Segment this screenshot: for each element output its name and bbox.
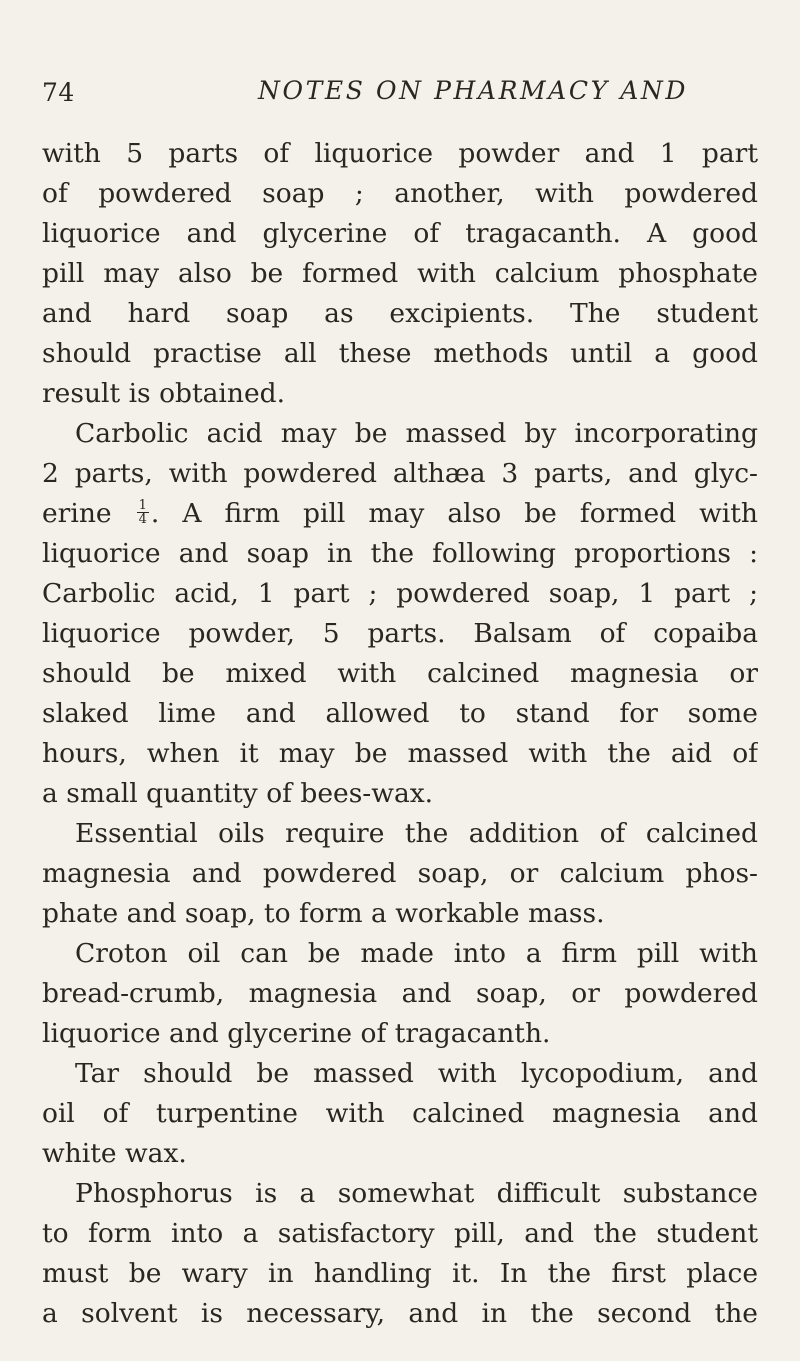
text-line: a small quantity of bees-wax. xyxy=(42,778,434,809)
text-segment: . A firm pill may also be formed with xyxy=(150,498,758,529)
text-line: Carbolic acid may be massed by incorporating xyxy=(75,418,758,449)
text-line: bread-crumb, magnesia and soap, or powdered xyxy=(42,978,758,1009)
text-line: liquorice and soap in the following proportions : xyxy=(42,538,758,569)
fraction-numerator: 1 xyxy=(138,497,147,513)
fraction-one-quarter xyxy=(137,499,149,526)
text-line-with-fraction xyxy=(42,494,758,534)
body-text xyxy=(42,134,758,1334)
text-line: hours, when it may be massed with the aid of xyxy=(42,738,758,769)
text-line: phate and soap, to form a workable mass. xyxy=(42,898,605,929)
text-line: 2 parts, with powdered althæa 3 parts, and glyc- xyxy=(42,458,758,489)
text-line: and hard soap as excipients. The student xyxy=(42,298,758,329)
text-line: liquorice and glycerine of tragacanth. A good xyxy=(42,218,758,249)
text-line: Phosphorus is a somewhat difficult substance xyxy=(75,1178,758,1209)
text-line: of powdered soap ; another, with powdered xyxy=(42,178,758,209)
running-title: NOTES ON PHARMACY AND xyxy=(258,76,688,105)
running-head xyxy=(42,72,758,112)
text-line: white wax. xyxy=(42,1138,187,1169)
text-line: magnesia and powdered soap, or calcium phos- xyxy=(42,858,758,889)
text-line: oil of turpentine with calcined magnesia and xyxy=(42,1098,758,1129)
text-line: to form into a satisfactory pill, and the student xyxy=(42,1218,758,1249)
text-line: Tar should be massed with lycopodium, and xyxy=(75,1058,758,1089)
text-line: liquorice powder, 5 parts. Balsam of copaiba xyxy=(42,618,758,649)
text-line: result is obtained. xyxy=(42,378,286,409)
text-line: pill may also be formed with calcium phosphate xyxy=(42,258,758,289)
fraction-denominator: 4 xyxy=(138,511,147,527)
text-segment: erine xyxy=(42,498,135,529)
text-line: liquorice and glycerine of tragacanth. xyxy=(42,1018,551,1049)
text-line: should practise all these methods until a good xyxy=(42,338,758,369)
text-line: must be wary in handling it. In the first place xyxy=(42,1258,758,1289)
page-number: 74 xyxy=(42,78,75,107)
text-line: a solvent is necessary, and in the second the xyxy=(42,1298,758,1329)
text-line: Croton oil can be made into a firm pill with xyxy=(75,938,758,969)
text-line: should be mixed with calcined magnesia or xyxy=(42,658,758,689)
text-line: slaked lime and allowed to stand for some xyxy=(42,698,758,729)
text-line: Carbolic acid, 1 part ; powdered soap, 1 part ; xyxy=(42,578,758,609)
text-line: Essential oils require the addition of calcined xyxy=(75,818,758,849)
text-line: with 5 parts of liquorice powder and 1 part xyxy=(42,138,758,169)
